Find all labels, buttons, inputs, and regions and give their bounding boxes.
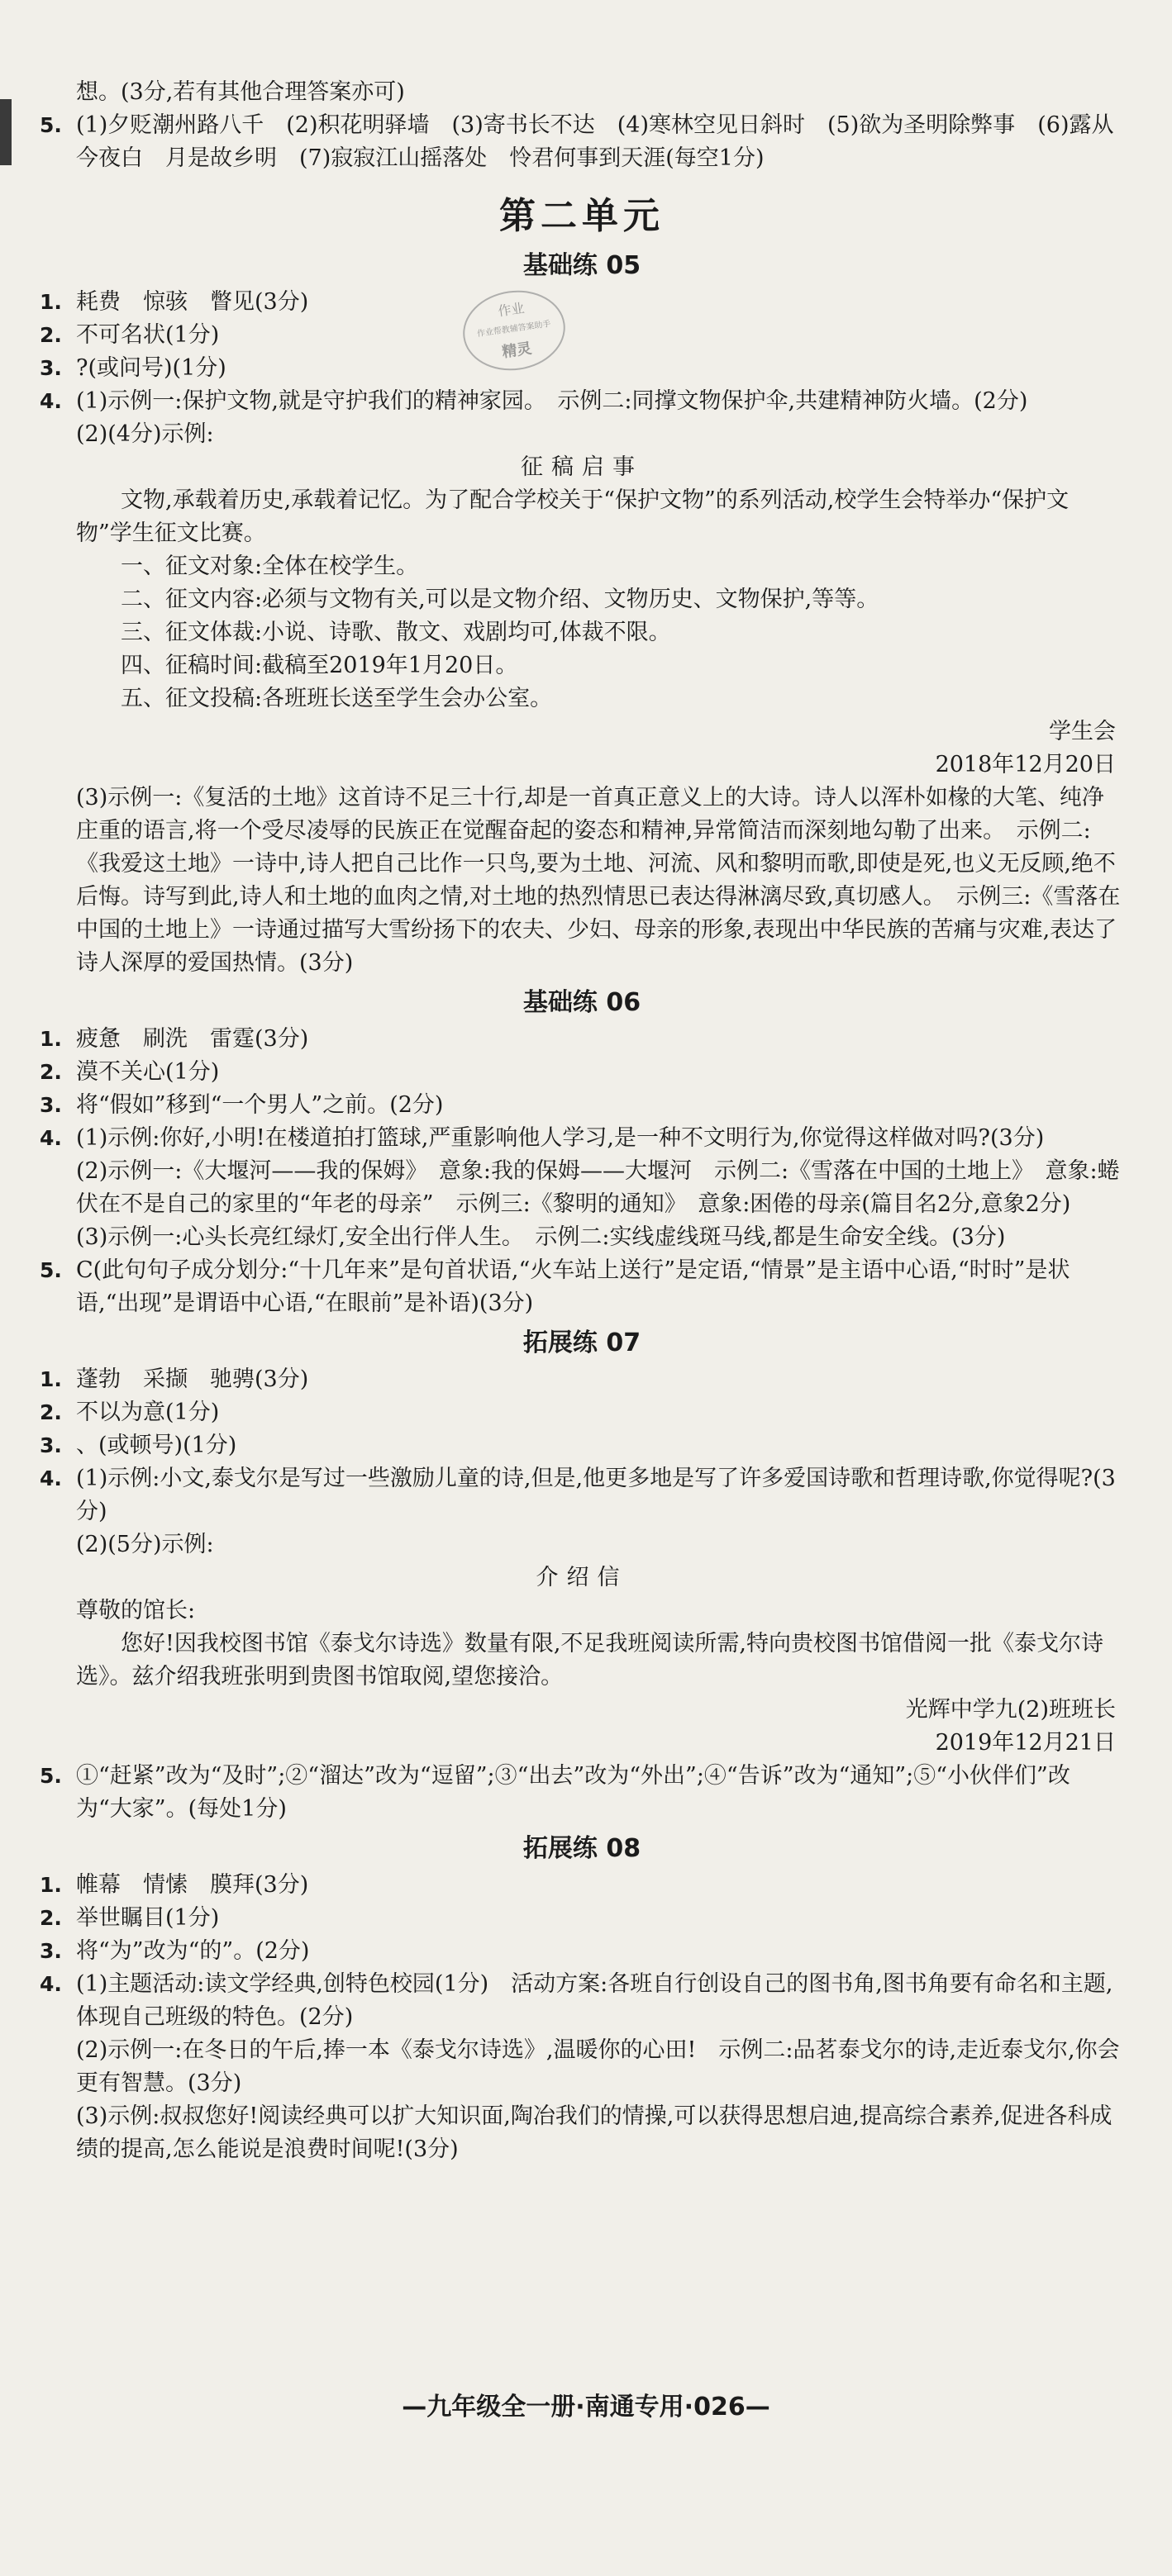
item-text: (1)示例:小文,泰戈尔是写过一些激励儿童的诗,但是,他更多地是写了许多爱国诗歌和哲理诗歌,你觉得呢?(3分) <box>76 1466 1116 1524</box>
letter-signature: 光辉中学九(2)班班长 <box>905 1697 1116 1723</box>
item-text: C(此句句子成分划分:“十几年来”是句首状语,“火车站上送行”是定语,“情景”是主语中心语,“时时”是状语,“出现”是谓语中心语,“在眼前”是补语)(3分) <box>76 1257 1070 1316</box>
answer-item <box>40 1122 1124 1155</box>
answer-item <box>40 1869 1124 1902</box>
answer-item <box>40 385 1124 418</box>
item-number: 3. <box>40 356 62 380</box>
answer-item <box>40 109 1124 175</box>
answer-page <box>40 76 1124 2166</box>
notice-date: 2018年12月20日 <box>935 752 1116 777</box>
answer-item <box>40 1023 1124 1056</box>
continuation-line: 想。(3分,若有其他合理答案亦可) <box>76 79 405 105</box>
answer-item <box>40 1935 1124 1968</box>
item-number: 4. <box>40 1972 62 1996</box>
answer-item <box>40 319 1124 352</box>
item-text: 蓬勃 采撷 驰骋(3分) <box>76 1366 309 1392</box>
sub-answer: (2)(5分)示例: <box>76 1532 214 1557</box>
sub-answer: (3)示例:叔叔您好!阅读经典可以扩大知识面,陶冶我们的情操,可以获得思想启迪,提高综合素养,促进各科成绩的提高,怎么能说是浪费时间呢!(3分) <box>76 2103 1112 2162</box>
answer-item <box>40 286 1124 319</box>
item-number: 1. <box>40 1873 62 1897</box>
item-text: 将“假如”移到“一个男人”之前。(2分) <box>76 1092 444 1118</box>
notice-item: 四、征稿时间:截稿至2019年1月20日。 <box>121 653 518 678</box>
answer-item <box>40 1396 1124 1429</box>
notice-signature: 学生会 <box>1049 719 1116 744</box>
answer-item <box>40 1429 1124 1462</box>
scan-edge-mark <box>0 99 12 165</box>
answer-item <box>40 1363 1124 1396</box>
item-number: 5. <box>40 1764 62 1788</box>
letter-date: 2019年12月21日 <box>935 1730 1116 1756</box>
item-number: 4. <box>40 389 62 413</box>
notice-body: 文物,承载着历史,承载着记忆。为了配合学校关于“保护文物”的系列活动,校学生会特举办“保护文物”学生征文比赛。 <box>76 487 1070 546</box>
item-number: 3. <box>40 1939 62 1963</box>
answer-item <box>40 1089 1124 1122</box>
sub-answer: (2)(4分)示例: <box>76 421 214 447</box>
item-text: (1)主题活动:读文学经典,创特色校园(1分) 活动方案:各班自行创设自己的图书角,图书角要有命名和主题,体现自己班级的特色。(2分) <box>76 1971 1113 2030</box>
stamp-line: 精灵 <box>501 340 533 362</box>
answer-item <box>40 1254 1124 1320</box>
sub-answer: (3)示例一:心头长亮红绿灯,安全出行伴人生。 示例二:实线虚线斑马线,都是生命安全线。(3分) <box>76 1224 1006 1250</box>
item-number: 5. <box>40 1258 62 1282</box>
section-title: 拓展练 07 <box>522 1328 641 1357</box>
letter-greeting: 尊敬的馆长: <box>76 1598 196 1623</box>
item-text: 疲惫 刷洗 雷霆(3分) <box>76 1026 309 1052</box>
section-title: 基础练 05 <box>522 251 641 280</box>
section-title: 拓展练 08 <box>522 1834 641 1863</box>
answer-item <box>40 1462 1124 1528</box>
item-number: 1. <box>40 290 62 314</box>
item-text: 不可名状(1分) <box>76 322 220 348</box>
item-number: 5. <box>40 113 62 137</box>
item-text: 不以为意(1分) <box>76 1400 220 1425</box>
item-text: 举世瞩目(1分) <box>76 1905 220 1931</box>
notice-title: 征稿启事 <box>521 454 643 480</box>
stamp-line: 作业 <box>497 300 526 320</box>
item-text: (1)夕贬潮州路八千 (2)积花明驿墙 (3)寄书长不达 (4)寒林空见日斜时 (5)欲为圣明除弊事 (6)露从今夜白 月是故乡明 (7)寂寂江山摇落处 怜君何事到天涯(每空1分) <box>76 112 1114 171</box>
item-number: 1. <box>40 1367 62 1391</box>
item-number: 4. <box>40 1466 62 1490</box>
item-number: 1. <box>40 1027 62 1051</box>
notice-item: 三、征文体裁:小说、诗歌、散文、戏剧均可,体裁不限。 <box>121 620 671 645</box>
item-text: 帷幕 情愫 膜拜(3分) <box>76 1872 309 1898</box>
item-text: ①“赶紧”改为“及时”;②“溜达”改为“逗留”;③“出去”改为“外出”;④“告诉”改为“通知”;⑤“小伙伴们”改为“大家”。(每处1分) <box>76 1763 1070 1822</box>
sub-answer: (3)示例一:《复活的土地》这首诗不足三十行,却是一首真正意义上的大诗。诗人以浑朴如椽的大笔、纯净庄重的语言,将一个受尽凌辱的民族正在觉醒奋起的姿态和精神,异常简洁而深刻地勾勒了出来。 示例二:《我爱这土地》一诗中,诗人把自己比作一只鸟,要为土地、河流、风和黎明而歌,即使是死,也义无反顾,绝不后悔。诗写到此,诗人和土地的血肉之情,对土地的热烈情思已表达得淋漓尽致,真切感人。 示例三:《雪落在中国的土地上》一诗通过描写大雪纷扬下的农夫、少妇、母亲的形象,表现出中华民族的苦痛与灾难,表达了诗人深厚的爱国热情。(3分) <box>76 785 1121 976</box>
item-text: 将“为”改为“的”。(2分) <box>76 1938 310 1964</box>
item-number: 4. <box>40 1126 62 1150</box>
notice-item: 五、征文投稿:各班班长送至学生会办公室。 <box>121 686 553 711</box>
sub-answer: (2)示例一:在冬日的午后,捧一本《泰戈尔诗选》,温暖你的心田! 示例二:品茗泰戈尔的诗,走近泰戈尔,你会更有智慧。(3分) <box>76 2037 1120 2096</box>
item-text: (1)示例一:保护文物,就是守护我们的精神家园。 示例二:同撑文物保护伞,共建精神防火墙。(2分) <box>76 388 1028 414</box>
section-title: 基础练 06 <box>522 988 641 1017</box>
answer-item <box>40 1760 1124 1826</box>
answer-item <box>40 352 1124 385</box>
item-number: 2. <box>40 323 62 347</box>
notice-item: 一、征文对象:全体在校学生。 <box>121 554 419 579</box>
answer-item <box>40 1056 1124 1089</box>
item-number: 2. <box>40 1400 62 1424</box>
stamp-line: 作业帮教辅答案助手 <box>476 319 552 340</box>
item-text: ?(或问号)(1分) <box>76 355 226 381</box>
item-text: (1)示例:你好,小明!在楼道拍打篮球,严重影响他人学习,是一种不文明行为,你觉得这样做对吗?(3分) <box>76 1125 1045 1151</box>
item-text: 耗费 惊骇 瞥见(3分) <box>76 289 309 315</box>
notice-item: 二、征文内容:必须与文物有关,可以是文物介绍、文物历史、文物保护,等等。 <box>121 587 879 612</box>
unit-title: 第二单元 <box>499 195 665 237</box>
item-number: 2. <box>40 1060 62 1084</box>
item-text: 漠不关心(1分) <box>76 1059 220 1085</box>
item-text: 、(或顿号)(1分) <box>76 1433 237 1458</box>
item-number: 2. <box>40 1906 62 1930</box>
item-number: 3. <box>40 1093 62 1117</box>
letter-body: 您好!因我校图书馆《泰戈尔诗选》数量有限,不足我班阅读所需,特向贵校图书馆借阅一批《泰戈尔诗选》。兹介绍我班张明到贵图书馆取阅,望您接洽。 <box>76 1631 1104 1690</box>
answer-item <box>40 1968 1124 2034</box>
page-footer: —九年级全一册·南通专用·026— <box>402 2393 770 2422</box>
sub-answer: (2)示例一:《大堰河——我的保姆》 意象:我的保姆——大堰河 示例二:《雪落在中国的土地上》 意象:蜷伏在不是自己的家里的“年老的母亲” 示例三:《黎明的通知》 意象:困倦的母亲(篇目名2分,意象2分) <box>76 1158 1120 1217</box>
letter-title: 介绍信 <box>536 1565 628 1590</box>
answer-item <box>40 1902 1124 1935</box>
item-number: 3. <box>40 1433 62 1457</box>
